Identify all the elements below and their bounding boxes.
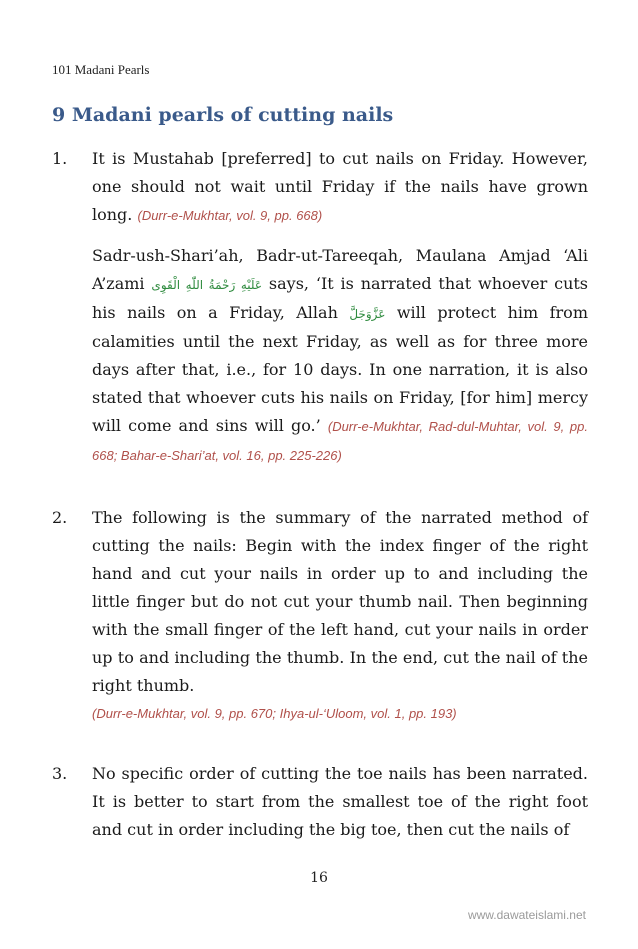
paragraph-text: Sadr-ush-Shari’ah, Badr-ut-Tareeqah, Maulana Amjad ‘Ali A’zami xyxy=(92,246,588,293)
arabic-honorific: عَزَّوَجَلَّ xyxy=(349,307,386,321)
paragraph-text: will protect him from calamities until the next Friday, as well as for three more days after that, i.e., for 10 days. In one narration, it is also stated that whoever cuts his nails on Friday, [for him] mercy will come and sins will go.’ xyxy=(92,303,588,435)
paragraph-text: says, ‘It is narrated that whoever cuts his nails on a Friday, Allah xyxy=(92,274,589,322)
item-body xyxy=(92,145,588,470)
item-paragraph xyxy=(92,504,588,700)
item-body xyxy=(92,504,588,728)
running-header: 101 Madani Pearls xyxy=(52,62,150,77)
item-number: 3. xyxy=(52,764,68,783)
item-paragraph xyxy=(92,145,588,230)
page-number: 16 xyxy=(310,870,328,886)
item-paragraph xyxy=(92,242,588,470)
citation: (Durr-e-Mukhtar, vol. 9, pp. 668) xyxy=(137,208,323,223)
arabic-honorific: عَلَيْهِ رَحْمَةُ اللّٰهِ الْقَوِى xyxy=(151,278,263,292)
item-number: 1. xyxy=(52,149,68,168)
website-watermark: www.dawateislami.net xyxy=(467,908,586,922)
citation: (Durr-e-Mukhtar, Rad-dul-Muhtar, vol. 9, pp. 668; Bahar-e-Shari’at, vol. 16, pp. 225-226) xyxy=(92,419,588,463)
paragraph-text: No specific order of cutting the toe nails has been narrated. It is better to start from the smallest toe of the right foot and cut in order including the big toe, then cut the nails of xyxy=(92,764,588,839)
citation: (Durr-e-Mukhtar, vol. 9, pp. 670; Ihya-ul-‘Uloom, vol. 1, pp. 193) xyxy=(92,706,457,721)
item-number: 2. xyxy=(52,508,68,527)
section-title: 9 Madani pearls of cutting nails xyxy=(52,104,394,126)
item-paragraph xyxy=(92,760,588,844)
list-item xyxy=(52,145,588,470)
list-item xyxy=(52,504,588,728)
list-item xyxy=(52,760,588,844)
paragraph-text: The following is the summary of the narrated method of cutting the nails: Begin with the index finger of the right hand and cut your nails in order up to and including the little finger but do not cut your thumb nail. Then beginning with the small finger of the left hand, cut your nails in order up to and including the thumb. In the end, cut the nail of the right thumb. xyxy=(92,508,588,695)
item-body xyxy=(92,760,588,844)
paragraph-text: It is Mustahab [preferred] to cut nails on Friday. However, one should not wait until Friday if the nails have grown long. xyxy=(92,149,588,224)
